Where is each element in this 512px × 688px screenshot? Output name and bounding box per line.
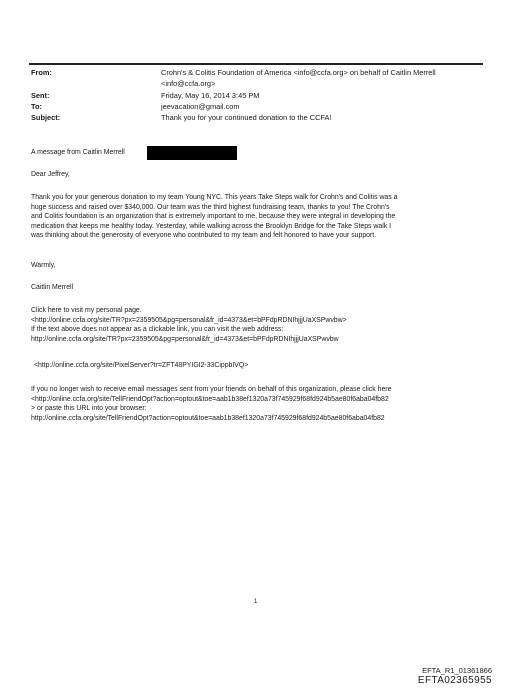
optout-url-plain[interactable]: http://online.ccfa.org/site/TellFriendOpt?action=optout&toe=aab1b38ef1320a73f745929f68fd924b5ae80f6aba04fb82 [31, 414, 385, 422]
personal-page-block [31, 306, 486, 344]
to-label: To: [31, 102, 42, 111]
paragraph-line: was thinking about the generosity of everyone who contributed to my team and felt honored to have your support. [31, 232, 377, 240]
header-rule [29, 63, 483, 65]
subject-value: Thank you for your continued donation to the CCFA! [161, 113, 332, 122]
bates-reference-2: EFTA02365955 [417, 675, 492, 686]
personal-page-url-plain[interactable]: http://online.ccfa.org/site/TR?px=2359505&pg=personal&fr_id=4373&et=bPFdpRDNIhjjjUaXSPwvbw [31, 335, 339, 343]
sent-label: Sent: [31, 91, 50, 100]
to-value: jeevacation@gmail.com [161, 102, 240, 111]
personal-page-url[interactable]: <http://online.ccfa.org/site/TR?px=2359505&pg=personal&fr_id=4373&et=bPFdpRDNIhjjjUaXSPwvbw> [31, 316, 347, 324]
sent-value: Friday, May 16, 2014 3:45 PM [161, 91, 260, 100]
signature: Caitlin Merrell [31, 284, 74, 291]
paragraph-line: huge success and raised over $340,000. Our team was the third highest fundraising team, thanks to you! The Crohn's [31, 203, 390, 211]
optout-text-cont: > or paste this URL into your browser: [31, 405, 147, 413]
from-label: From: [31, 68, 52, 77]
personal-page-link[interactable]: Click here to visit my personal page. [31, 307, 142, 314]
page-number: 1 [254, 599, 258, 605]
greeting: Dear Jeffrey, [31, 171, 70, 178]
optout-link[interactable]: <http://online.ccfa.org/site/TellFriendOpt?action=optout&toe=aab1b38ef1320a73f745929f68fd924b5ae80f6aba04fb82 [31, 395, 389, 403]
subject-label: Subject: [31, 113, 61, 122]
from-value-cont: <info@ccfa.org> [161, 79, 216, 88]
link-fallback-note: If the text above does not appear as a clickable link, you can visit the web address: [31, 326, 284, 334]
message-paragraph [31, 193, 486, 241]
paragraph-line: medication that keeps me healthy today. Yesterday, while walking across the Brooklyn Bridge for the Take Steps walk I [31, 222, 392, 230]
paragraph-line: and Colitis foundation is an organization that is extremely important to me, because they were integral in developing the [31, 213, 396, 221]
optout-text: If you no longer wish to receive email messages sent from your friends on behalf of this organization, please click here [31, 386, 392, 393]
closing: Warmly, [31, 262, 56, 269]
pixel-server-url[interactable]: <http://online.ccfa.org/site/PixelServer?tr=ZFT48PYIGI2-33CippbIVQ> [34, 362, 249, 369]
optout-block [31, 385, 486, 423]
redaction-box [147, 146, 237, 160]
from-value: Crohn's & Colitis Foundation of America <info@ccfa.org> on behalf of Caitlin Merrell [161, 68, 436, 77]
paragraph-line: Thank you for your generous donation to my team Young NYC. This years Take Steps walk for Crohn's and Colitis was a [31, 194, 398, 201]
message-intro: A message from Caitlin Merrell [31, 149, 125, 156]
bates-reference-1: EFTA_R1_01361866 [422, 666, 492, 675]
